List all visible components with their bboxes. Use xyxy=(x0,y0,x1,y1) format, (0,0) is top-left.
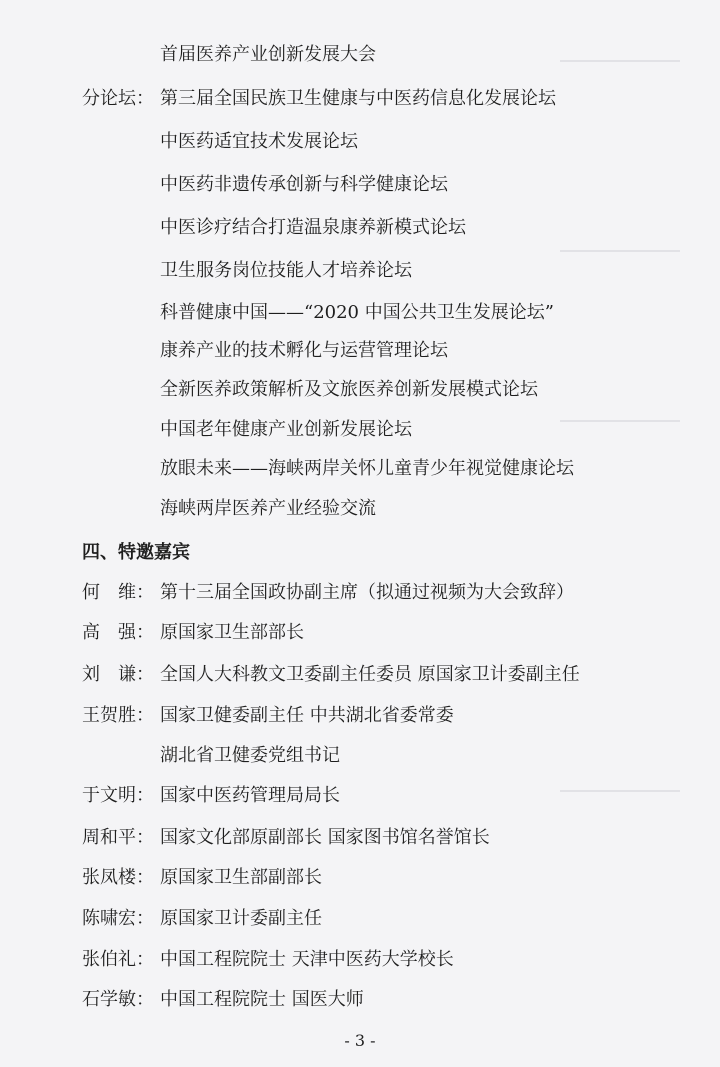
guest-title: 国家中医药管理局局长 xyxy=(160,785,340,806)
sub-forum-item: 全新医养政策解析及文旅医养创新发展模式论坛 xyxy=(160,379,538,400)
guest-title: 中国工程院院士 国医大师 xyxy=(160,989,364,1010)
sub-forum-item: 海峡两岸医养产业经验交流 xyxy=(160,498,376,519)
sub-forum-item: 卫生服务岗位技能人才培养论坛 xyxy=(160,260,412,281)
bleed-through-mark xyxy=(560,250,680,252)
page-number: - 3 - xyxy=(344,1031,376,1050)
guest-title: 原国家卫生部副部长 xyxy=(160,867,322,888)
guest-name: 王贺胜： xyxy=(82,705,154,726)
guest-title: 中国工程院院士 天津中医药大学校长 xyxy=(160,949,454,970)
sub-forum-item: 放眼未来——海峡两岸关怀儿童青少年视觉健康论坛 xyxy=(160,458,574,479)
guest-title: 原国家卫生部部长 xyxy=(160,622,304,643)
sub-forum-item: 中医药适宜技术发展论坛 xyxy=(160,131,358,152)
guest-name: 陈啸宏： xyxy=(82,908,154,929)
sub-forum-item: 第三届全国民族卫生健康与中医药信息化发展论坛 xyxy=(160,88,556,109)
guest-title-continued: 湖北省卫健委党组书记 xyxy=(160,745,340,766)
forum-item: 首届医养产业创新发展大会 xyxy=(160,44,376,65)
guest-title: 原国家卫计委副主任 xyxy=(160,908,322,929)
bleed-through-mark xyxy=(560,790,680,792)
guest-title: 第十三届全国政协副主席（拟通过视频为大会致辞） xyxy=(160,582,574,603)
bleed-through-mark xyxy=(560,60,680,62)
guest-name: 周和平： xyxy=(82,827,154,848)
sub-forum-label: 分论坛： xyxy=(82,88,154,109)
guest-title: 国家文化部原副部长 国家图书馆名誉馆长 xyxy=(160,827,490,848)
guest-name: 何 维： xyxy=(82,582,154,603)
sub-forum-item: 中医诊疗结合打造温泉康养新模式论坛 xyxy=(160,217,466,238)
sub-forum-item: 康养产业的技术孵化与运营管理论坛 xyxy=(160,340,448,361)
guest-title: 全国人大科教文卫委副主任委员 原国家卫计委副主任 xyxy=(160,664,580,685)
guest-name: 于文明： xyxy=(82,785,154,806)
guest-name: 高 强： xyxy=(82,622,154,643)
sub-forum-item: 中医药非遗传承创新与科学健康论坛 xyxy=(160,174,448,195)
sub-forum-item: 科普健康中国——“2020 中国公共卫生发展论坛” xyxy=(160,302,554,323)
guest-name: 刘 谦： xyxy=(82,664,154,685)
bleed-through-mark xyxy=(560,420,680,422)
section-heading: 四、特邀嘉宾 xyxy=(82,542,190,563)
guest-name: 张凤楼： xyxy=(82,867,154,888)
sub-forum-item: 中国老年健康产业创新发展论坛 xyxy=(160,419,412,440)
guest-name: 石学敏： xyxy=(82,989,154,1010)
guest-title: 国家卫健委副主任 中共湖北省委常委 xyxy=(160,705,454,726)
guest-name: 张伯礼： xyxy=(82,949,154,970)
